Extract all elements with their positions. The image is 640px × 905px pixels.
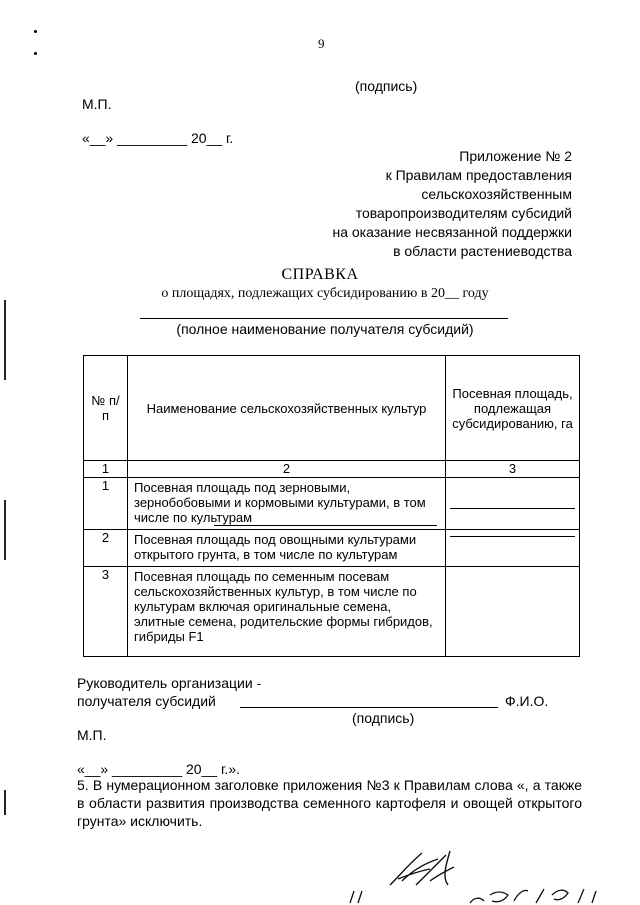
margin-scan-line <box>4 300 6 380</box>
column-number: 3 <box>446 461 580 478</box>
signature-caption-top: (подпись) <box>355 78 418 94</box>
head-of-organization-label: Руководитель организации - <box>77 675 262 691</box>
margin-dot <box>34 30 37 33</box>
appendix-line: в области растениеводства <box>393 243 572 259</box>
fio-label: Ф.И.О. <box>505 693 549 709</box>
row-number: 2 <box>84 530 128 567</box>
document-subtitle: о площадях, подлежащих субсидированию в 20__ году <box>161 286 489 301</box>
handwritten-signature <box>330 845 610 905</box>
appendix-block <box>252 147 572 261</box>
row-area-cell[interactable] <box>446 530 580 567</box>
row-area-cell[interactable] <box>446 478 580 530</box>
header-area: Посевная площадь, подлежащая субсидированию, га <box>446 356 580 461</box>
signature-line <box>240 707 498 708</box>
margin-dot <box>34 52 37 55</box>
appendix-line: товаропроизводителям субсидий <box>355 205 572 221</box>
stamp-top: М.П. <box>82 96 112 112</box>
recipient-caption: (полное наименование получателя субсидий) <box>176 321 474 337</box>
appendix-line: к Правилам предоставления <box>385 167 572 183</box>
header-number: № п/п <box>84 356 128 461</box>
appendix-line: сельскохозяйственным <box>421 186 572 202</box>
signature-caption-bottom: (подпись) <box>352 710 415 726</box>
recipient-label: получателя субсидий <box>77 693 216 709</box>
fill-line <box>450 508 575 509</box>
row-text: Посевная площадь по семенным посевам сельскохозяйственных культур, в том числе по культурам включая оригинальные семена, элитные семена, родительские формы гибридов, гибриды F1 <box>128 567 446 657</box>
margin-scan-line <box>4 790 6 815</box>
appendix-line: на оказание несвязанной поддержки <box>332 224 572 240</box>
recipient-name-line <box>140 318 508 319</box>
fill-line <box>214 525 437 526</box>
date-line-bottom: «__» _________ 20__ г.». <box>77 761 240 777</box>
row-text: Посевная площадь под зерновыми, зернобобовыми и кормовыми культурами, в том числе по культурам <box>128 478 446 530</box>
row-area-cell[interactable] <box>446 567 580 657</box>
table-row <box>84 530 580 567</box>
amendment-paragraph: 5. В нумерационном заголовке приложения №3 к Правилам слова «, а также в области развития производства семенного картофеля и овощей открытого грунта» исключить. <box>77 777 582 829</box>
fill-line <box>450 536 575 537</box>
row-number: 1 <box>84 478 128 530</box>
column-number-row <box>84 461 580 478</box>
stamp-bottom: М.П. <box>77 727 107 743</box>
column-number: 2 <box>128 461 446 478</box>
appendix-line: Приложение № 2 <box>459 148 572 164</box>
row-number: 3 <box>84 567 128 657</box>
column-number: 1 <box>84 461 128 478</box>
row-text: Посевная площадь под овощными культурами открытого грунта, в том числе по культурам <box>128 530 446 567</box>
table-row <box>84 478 580 530</box>
subsidy-area-table <box>83 355 580 657</box>
date-line-top: «__» _________ 20__ г. <box>82 130 234 146</box>
table-header-row <box>84 356 580 461</box>
margin-scan-line <box>4 500 6 560</box>
page-number: 9 <box>318 36 325 51</box>
document-heading: СПРАВКА <box>281 266 359 283</box>
table-row <box>84 567 580 657</box>
header-crops: Наименование сельскохозяйственных культур <box>128 356 446 461</box>
